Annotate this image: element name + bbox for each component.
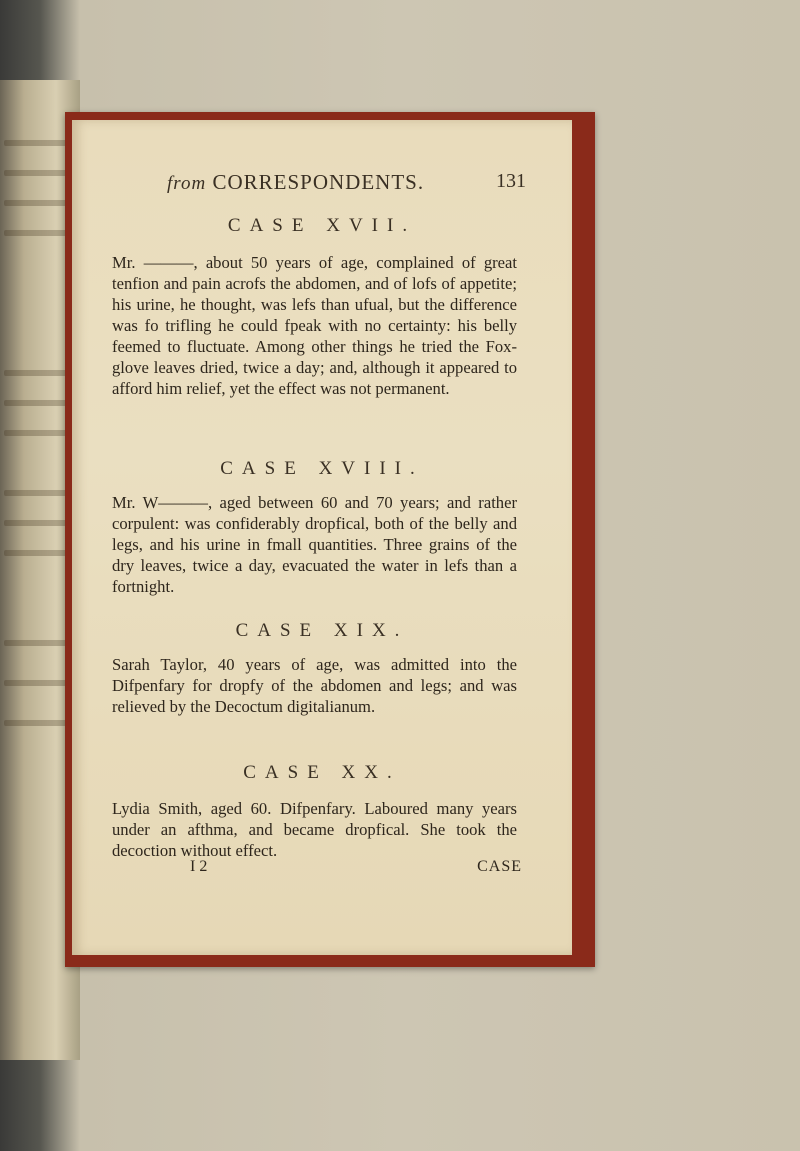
bleed-through-line	[4, 400, 74, 406]
bleed-through-line	[4, 200, 74, 206]
running-title-text: CORRESPONDENTS.	[212, 170, 425, 194]
case-heading: CASE XVII.	[227, 215, 417, 236]
running-title-from: from	[167, 173, 207, 194]
case-paragraph: Sarah Taylor, 40 years of age, was admitted into the Difpenfary for dropfy of the abdomen and legs; and was relieved by the Decoctum digitalianum.	[112, 655, 517, 716]
case-paragraph: Mr. W———, aged between 60 and 70 years; and rather corpulent: was confiderably dropfical, both of the belly and legs, and his urine in fmall quantities. Three grains of the dry leaves, twice a day, evacuated the water in lefs than a fortnight.	[112, 493, 517, 596]
bleed-through-line	[4, 680, 74, 686]
page-number: 131	[496, 170, 526, 192]
book-page	[72, 120, 572, 955]
case-heading: CASE XVIII.	[220, 458, 424, 479]
bleed-through-line	[4, 170, 74, 176]
bleed-through-line	[4, 430, 74, 436]
running-header	[112, 170, 550, 198]
case-heading: CASE XX.	[243, 762, 401, 783]
bleed-through-line	[4, 370, 74, 376]
running-title	[167, 170, 424, 195]
bleed-through-line	[4, 490, 74, 496]
case-paragraph: Lydia Smith, aged 60. Difpenfary. Laboured many years under an afthma, and became dropfical. She took the decoction without effect.	[112, 799, 517, 860]
bleed-through-line	[4, 640, 74, 646]
catchword: CASE	[477, 858, 522, 875]
bleed-through-line	[4, 720, 74, 726]
bleed-through-line	[4, 550, 74, 556]
page-footer	[112, 858, 522, 880]
case-heading: CASE XIX.	[235, 620, 409, 641]
bleed-through-line	[4, 520, 74, 526]
case-paragraph: Mr. ———, about 50 years of age, complained of great tenfion and pain acrofs the abdomen, and of lofs of appetite; his urine, he thought, was lefs than ufual, but the difference was fo trifling he could fpeak with no certainty: his belly feemed to fluctuate. Among other things he tried the Fox-glove leaves dried, twice a day; and, although it appeared to afford him relief, yet the effect was not permanent.	[112, 253, 517, 398]
bleed-through-line	[4, 140, 74, 146]
bleed-through-line	[4, 230, 74, 236]
signature-mark: I 2	[190, 858, 208, 875]
